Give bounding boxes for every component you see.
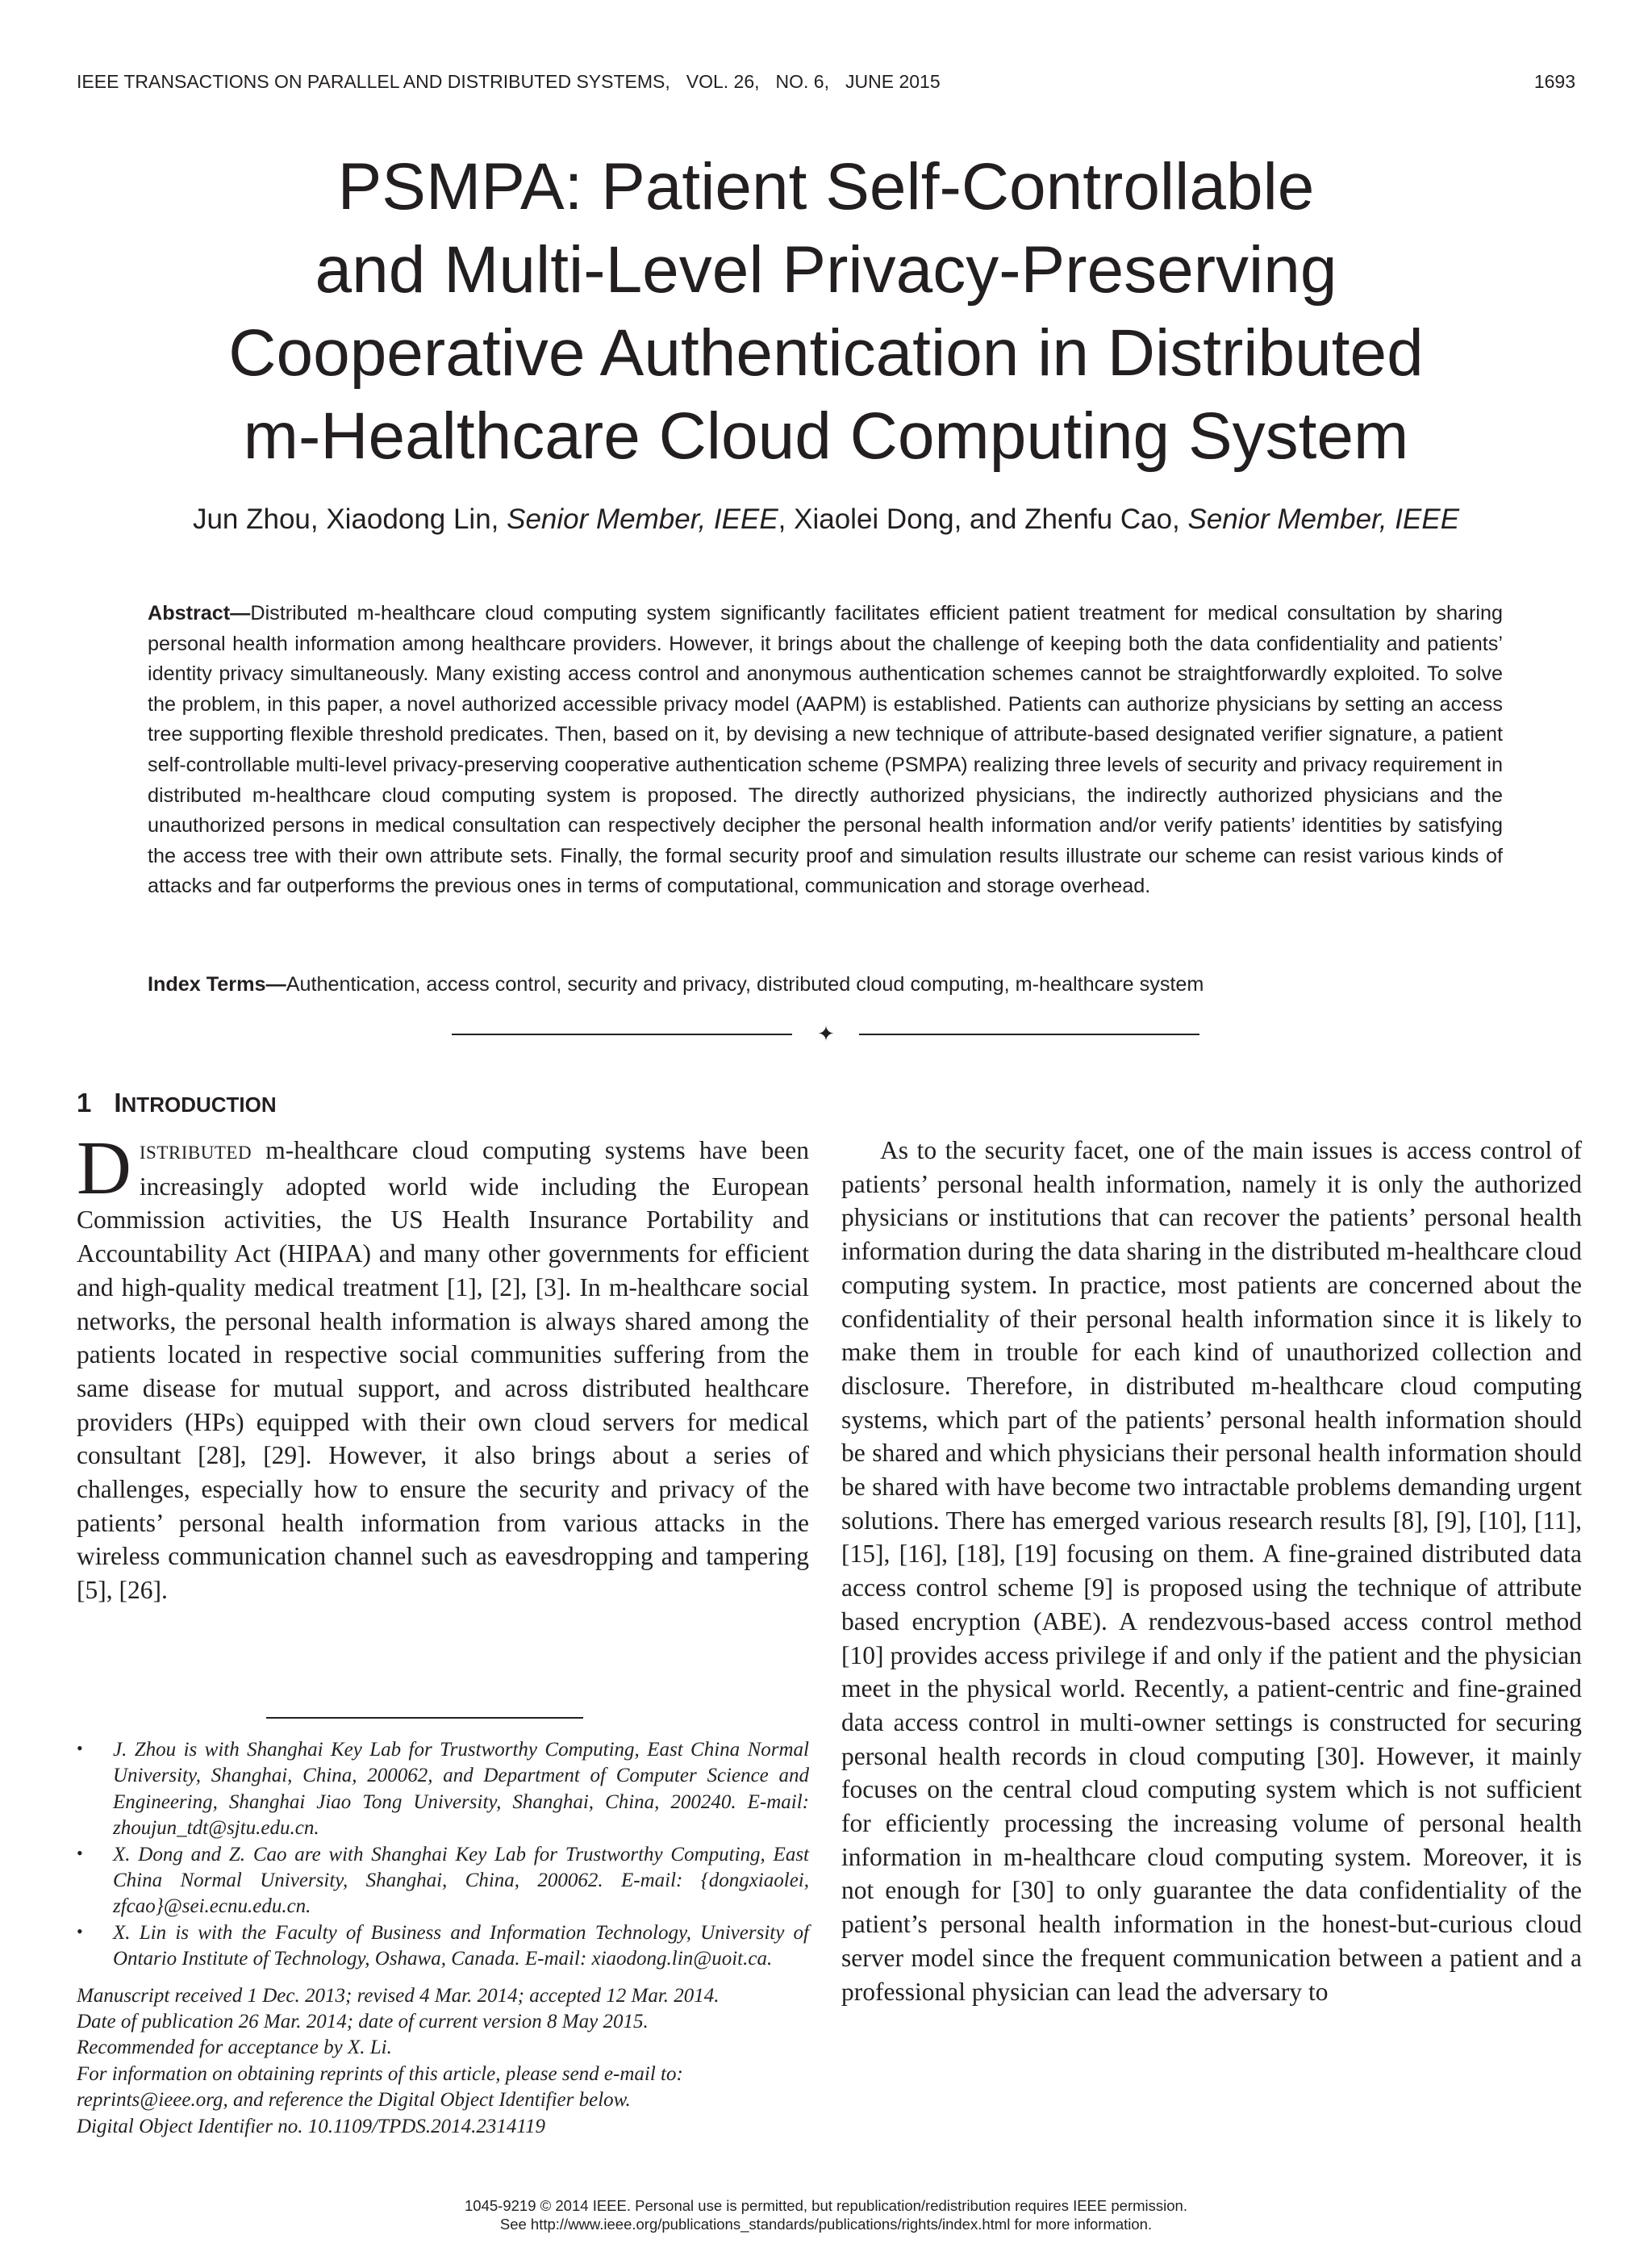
reprint-line: reprints@ieee.org, and reference the Digital Object Identifier below.: [77, 2089, 631, 2112]
journal-info: [77, 71, 957, 98]
bullet-icon: •: [77, 1920, 83, 1941]
journal-date: JUNE 2015: [845, 71, 941, 92]
drop-cap-smallcaps: ISTRIBUTED: [139, 1143, 252, 1163]
abstract-text: Distributed m-healthcare cloud computing system significantly facilitates efficient patient treatment for medical consultation by sharing personal health information among healthcare providers. However, it brings about the challenge of keeping both the data confidentiality and patients’ identity privacy simultaneously. Many existing access control and anonymous authentication schemes cannot be straightforwardly exploited. To solve the problem, in this paper, a novel authorized accessible privacy model (AAPM) is established. Patients can authorize physicians by setting an access tree supporting flexible threshold predicates. Then, based on it, by devising a new technique of attribute-based designated verifier signature, a patient self-controllable multi-level privacy-preserving cooperative authentication scheme (PSMPA) realizing three levels of security and privacy requirement in distributed m-healthcare cloud computing system is proposed. The directly authorized physicians, the indirectly authorized physicians and the unauthorized persons in medical consultation can respectively decipher the personal health information and/or verify patients’ identities by satisfying the access tree with their own attribute sets. Finally, the formal security proof and simulation results illustrate our scheme can resist various kinds of attacks and far outperforms the previous ones in terms of computational, communication and storage overhead.: [148, 602, 1503, 898]
affiliation-item: [77, 1737, 809, 1842]
separator-diamond-icon: ✦: [817, 1021, 835, 1046]
manuscript-line: Manuscript received 1 Dec. 2013; revised 4 Mar. 2014; accepted 12 Mar. 2014.: [77, 1984, 720, 2007]
manuscript-line: Date of publication 26 Mar. 2014; date of current version 8 May 2015.: [77, 2011, 649, 2033]
abstract: [148, 599, 1503, 902]
abstract-label: Abstract—: [148, 602, 251, 625]
bullet-icon: •: [77, 1738, 83, 1758]
journal-name: IEEE TRANSACTIONS ON PARALLEL AND DISTRIBUTED SYSTEMS,: [77, 71, 670, 92]
affiliation-list: [77, 1737, 809, 1973]
title-line: m-Healthcare Cloud Computing System: [243, 399, 1409, 473]
footnote-rule: [266, 1717, 583, 1719]
section-title-initial: I: [114, 1088, 122, 1118]
body-paragraph: As to the security facet, one of the main issues is access control of patients’ personal health information, namely it is only the authorized physicians or institutions that can recover the patients’ personal health information during the data sharing in the distributed m-healthcare cloud computing system. In practice, most patients are concerned about the confidentiality of their personal health information since it is likely to make them in trouble for each kind of unauthorized collection and disclosure. Therefore, in distributed m-healthcare cloud computing systems, which part of the patients’ personal health information should be shared and which physicians their personal health information should be shared with have become two intractable problems demanding urgent solutions. There has emerged various research results [8], [9], [10], [11], [15], [16], [18], [19] focusing on them. A fine-grained distributed data access control scheme [9] is proposed using the technique of attribute based encryption (ABE). A rendezvous-based access control method [10] provides access privilege if and only if the patient and the physician meet in the physical world. Recently, a patient-centric and fine-grained data access control in multi-owner settings is constructed for securing personal health records in cloud computing [30]. However, it mainly focuses on the central cloud computing system which is not sufficient for efficiently processing the increasing volume of personal health information in m-healthcare cloud computing system. Moreover, it is not enough for [30] to only guarantee the data confidentiality of the patient’s personal health information in the honest-but-curious cloud server model since the frequent communication between a patient and a professional physician can lead the adversary to: [841, 1136, 1582, 2006]
author-list: [77, 503, 1575, 536]
affiliation-text: X. Dong and Z. Cao are with Shanghai Key Lab for Trustworthy Computing, East China Normal University, Shanghai, China, 200062. E-mail: {dongxiaolei, zfcao}@sei.ecnu.edu.cn.: [113, 1843, 809, 1918]
section-number: 1: [77, 1088, 92, 1118]
copyright-line: See http://www.ieee.org/publications_standards/publications/rights/index.html for more information.: [499, 2216, 1153, 2233]
title-line: PSMPA: Patient Self-Controllable: [337, 150, 1315, 224]
index-terms-text: Authentication, access control, security and privacy, distributed cloud computing, m-healthcare system: [286, 973, 1204, 996]
manuscript-info: [77, 1983, 809, 2140]
intro-paragraph: [77, 1126, 809, 1607]
index-terms: [148, 973, 1503, 996]
left-column: [77, 1126, 809, 1607]
separator-rule-right: [859, 1034, 1199, 1035]
separator-rule-left: [452, 1034, 792, 1035]
affiliation-item: [77, 1920, 809, 1973]
affiliation-text: J. Zhou is with Shanghai Key Lab for Trustworthy Computing, East China Normal University, Shanghai, China, 200062, and Department of Computer Science and Engineering, Shanghai Jiao Tong University, Shanghai, China, 200240. E-mail: zhoujun_tdt@sjtu.edu.cn.: [113, 1739, 809, 1840]
copyright-notice: [77, 2196, 1575, 2233]
copyright-line: 1045-9219 © 2014 IEEE. Personal use is permitted, but republication/redistribution requires IEEE permission.: [465, 2197, 1187, 2214]
intro-text: m-healthcare cloud computing systems have been increasingly adopted world wide including the European Commission activities, the US Health Insurance Portability and Accountability Act (HIPAA) and many other governments for efficient and high-quality medical treatment [1], [2], [3]. In m-healthcare social networks, the personal health information is always shared among the patients located in respective social communities suffering from the same disease for mutual support, and across distributed healthcare providers (HPs) equipped with their own cloud servers for medical consultant [28], [29]. However, it also brings about a series of challenges, especially how to ensure the security and privacy of the patients’ personal health information from various attacks in the wireless communication channel such as eavesdropping and tampering [5], [26].: [77, 1136, 809, 1605]
paper-title: [77, 145, 1575, 478]
doi-line: Digital Object Identifier no. 10.1109/TPDS.2014.2314119: [77, 2115, 545, 2137]
affiliation-text: X. Lin is with the Faculty of Business and Information Technology, University of Ontario Institute of Technology, Oshawa, Canada. E-mail: xiaodong.lin@uoit.ca.: [113, 1921, 809, 1970]
page-number: 1693: [1533, 71, 1575, 92]
title-line: Cooperative Authentication in Distributed: [228, 316, 1424, 390]
right-column: [841, 1134, 1582, 2008]
author-role-1: Senior Member, IEEE: [507, 503, 778, 535]
author-role-2: Senior Member, IEEE: [1187, 503, 1460, 535]
author-names-1: Jun Zhou, Xiaodong Lin,: [192, 503, 507, 535]
title-line: and Multi-Level Privacy-Preserving: [315, 233, 1337, 307]
reprint-line: For information on obtaining reprints of this article, please send e-mail to:: [77, 2062, 683, 2085]
footnotes: [77, 1737, 809, 2140]
journal-number: NO. 6,: [775, 71, 829, 92]
manuscript-line: Recommended for acceptance by X. Li.: [77, 2037, 392, 2059]
running-head: [77, 71, 1575, 98]
journal-volume: VOL. 26,: [686, 71, 760, 92]
section-heading: [77, 1088, 277, 1118]
section-title-rest: NTRODUCTION: [121, 1092, 277, 1117]
drop-cap: D: [77, 1126, 131, 1210]
bullet-icon: •: [77, 1842, 83, 1863]
index-terms-label: Index Terms—: [148, 973, 286, 996]
affiliation-item: [77, 1842, 809, 1920]
author-names-2: , Xiaolei Dong, and Zhenfu Cao,: [778, 503, 1188, 535]
